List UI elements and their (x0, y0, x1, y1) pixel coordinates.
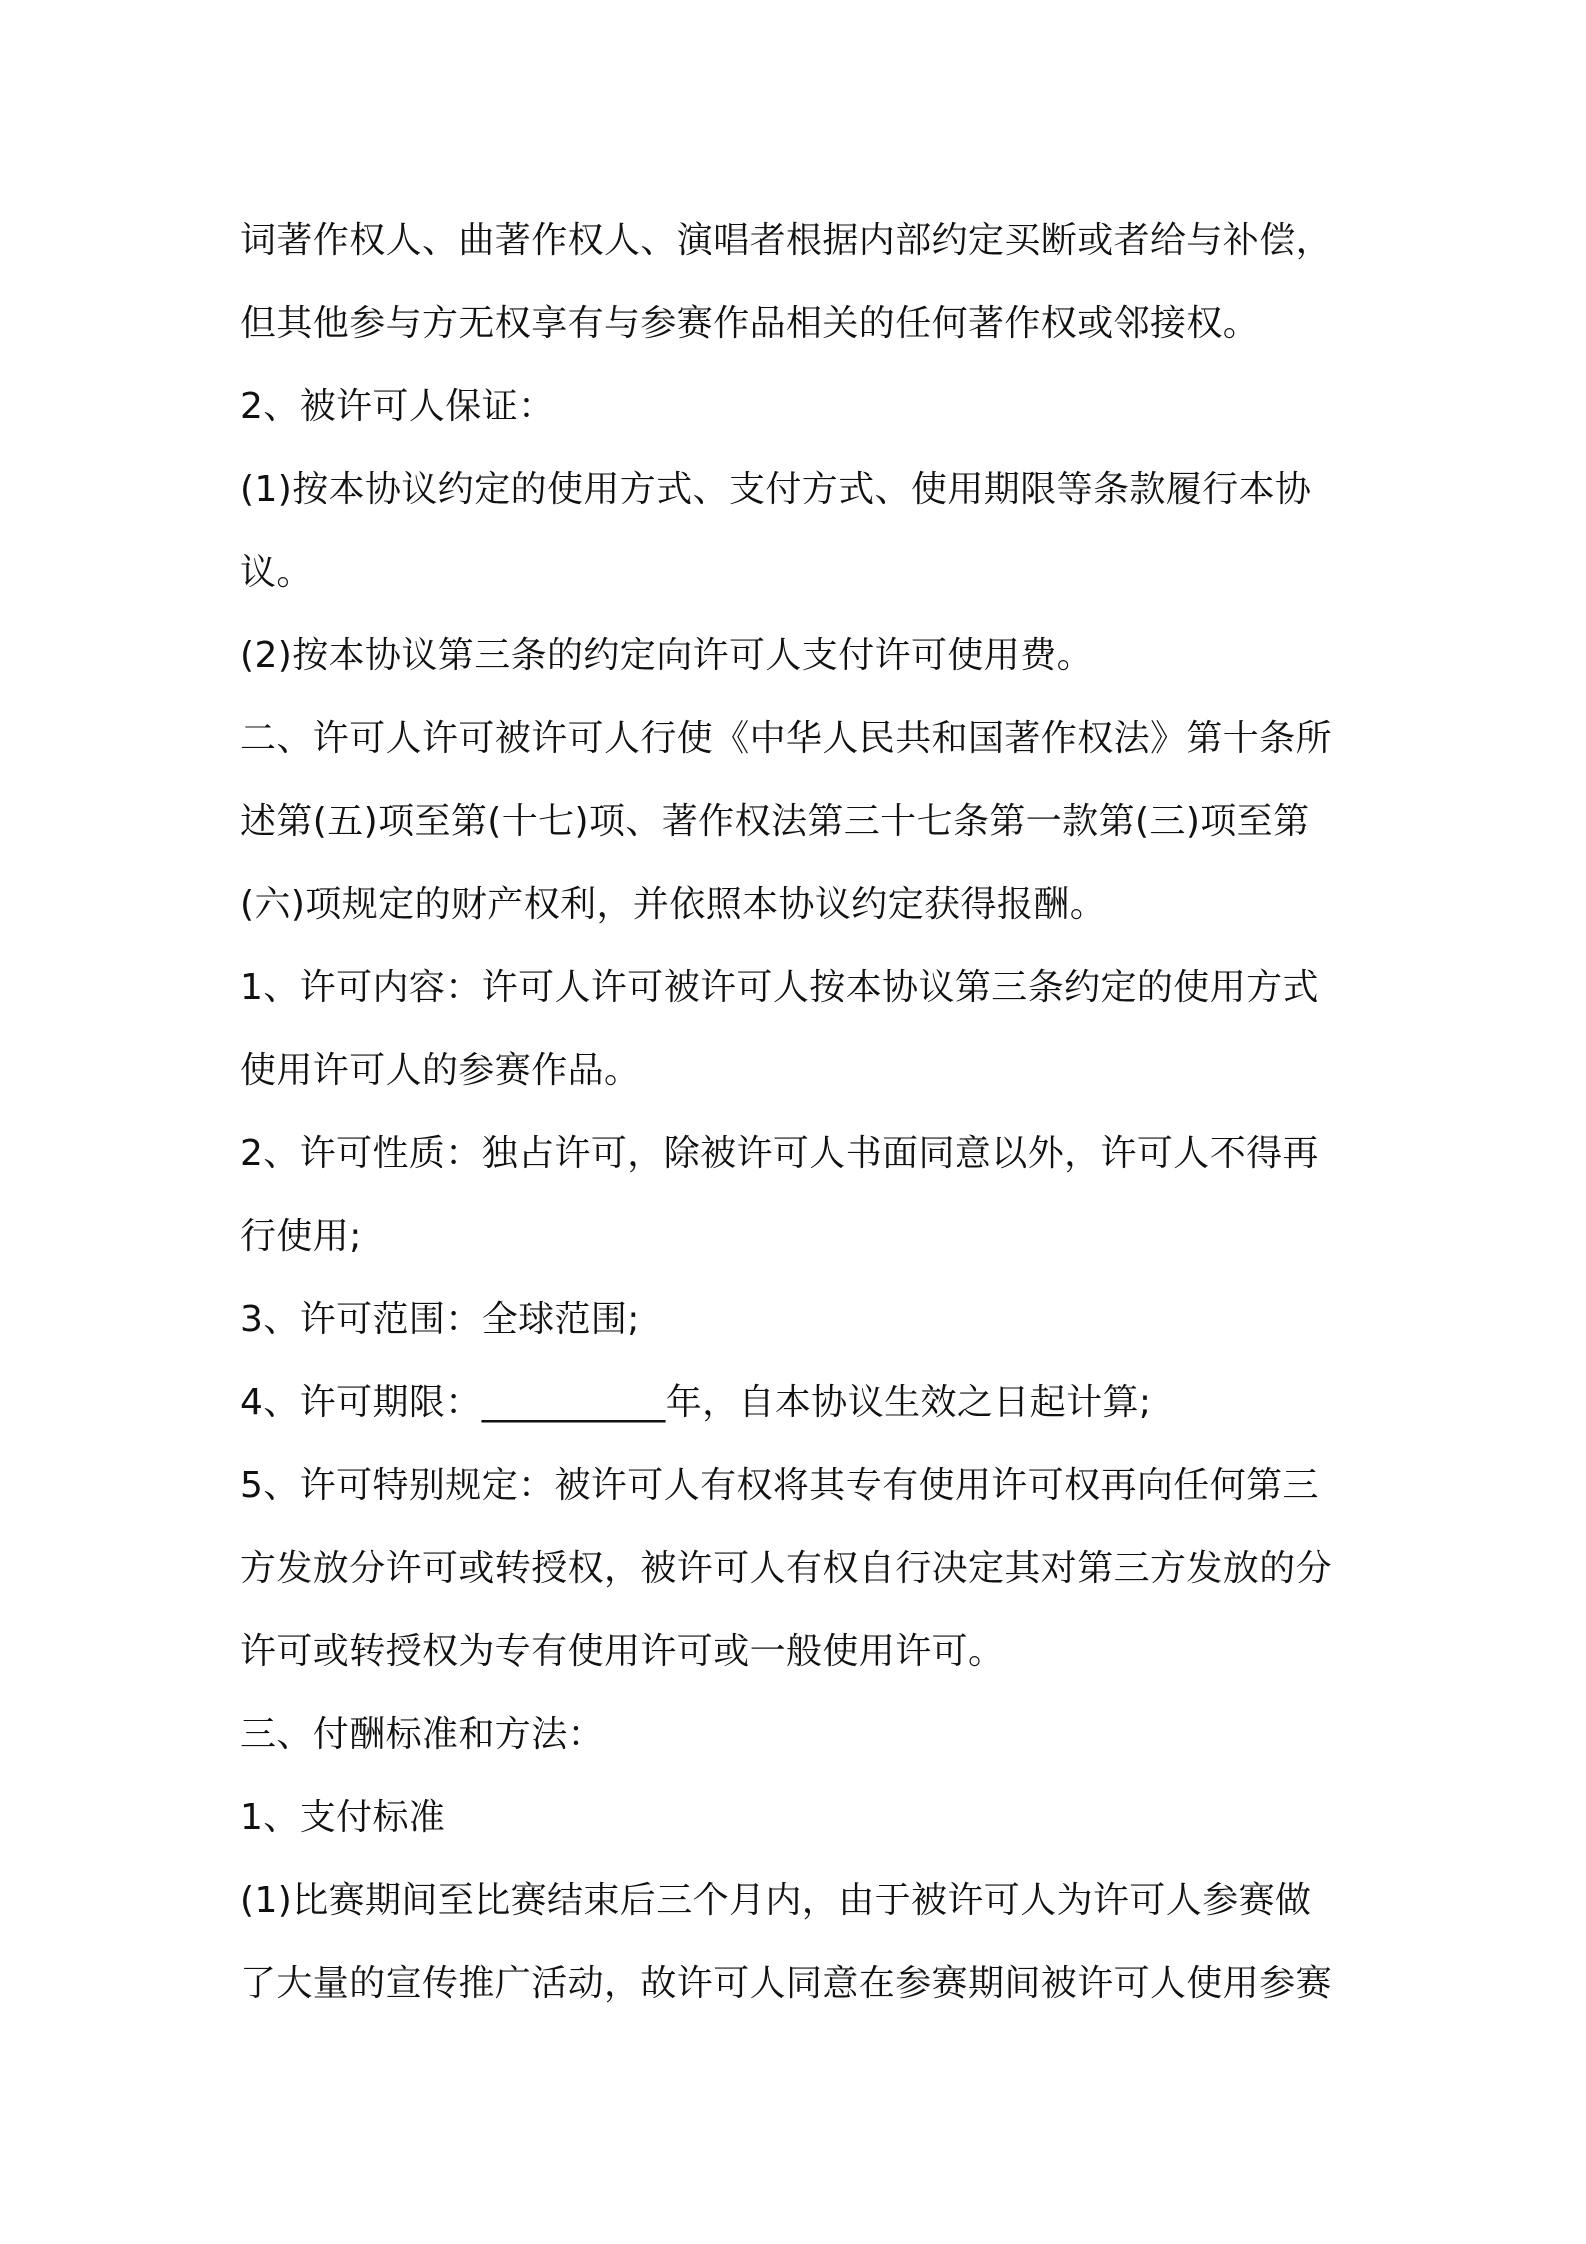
text-line: 二、许可人许可被许可人行使《中华人民共和国著作权法》第十条所 (240, 718, 1333, 759)
text-line: 2、被许可人保证： (240, 386, 555, 427)
text-line: 方发放分许可或转授权，被许可人有权自行决定其对第三方发放的分 (240, 1548, 1333, 1589)
document-body (240, 199, 1360, 2025)
text-line: 使用许可人的参赛作品。 (240, 1050, 641, 1091)
text-line: 行使用; (240, 1216, 362, 1257)
text-line: (1)按本协议约定的使用方式、支付方式、使用期限等条款履行本协 (240, 469, 1312, 510)
text-line: 述第(五)项至第(十七)项、著作权法第三十七条第一款第(三)项至第 (240, 801, 1310, 842)
text-line: 1、许可内容：许可人许可被许可人按本协议第三条约定的使用方式 (240, 967, 1319, 1008)
text-line: 议。 (240, 552, 313, 593)
text-line: 了大量的宣传推广活动，故许可人同意在参赛期间被许可人使用参赛 (240, 1963, 1333, 2004)
text-line: 3、许可范围：全球范围; (240, 1299, 640, 1340)
text-line: (1)比赛期间至比赛结束后三个月内，由于被许可人为许可人参赛做 (240, 1880, 1312, 1921)
text-line: 许可或转授权为专有使用许可或一般使用许可。 (240, 1631, 1005, 1672)
text-line: 5、许可特别规定：被许可人有权将其专有使用许可权再向任何第三 (240, 1465, 1319, 1506)
text-line: 2、许可性质：独占许可，除被许可人书面同意以外，许可人不得再 (240, 1133, 1319, 1174)
text-line: (六)项规定的财产权利，并依照本协议约定获得报酬。 (240, 884, 1107, 925)
text-line: 1、支付标准 (240, 1797, 446, 1838)
text-line: 但其他参与方无权享有与参赛作品相关的任何著作权或邻接权。 (240, 303, 1260, 344)
text-line: (2)按本协议第三条的约定向许可人支付许可使用费。 (240, 635, 1093, 676)
text-line: 4、许可期限：__________年，自本协议生效之日起计算; (240, 1382, 1152, 1423)
text-line: 词著作权人、曲著作权人、演唱者根据内部约定买断或者给与补偿， (240, 220, 1333, 261)
text-line: 三、付酬标准和方法： (240, 1714, 605, 1755)
